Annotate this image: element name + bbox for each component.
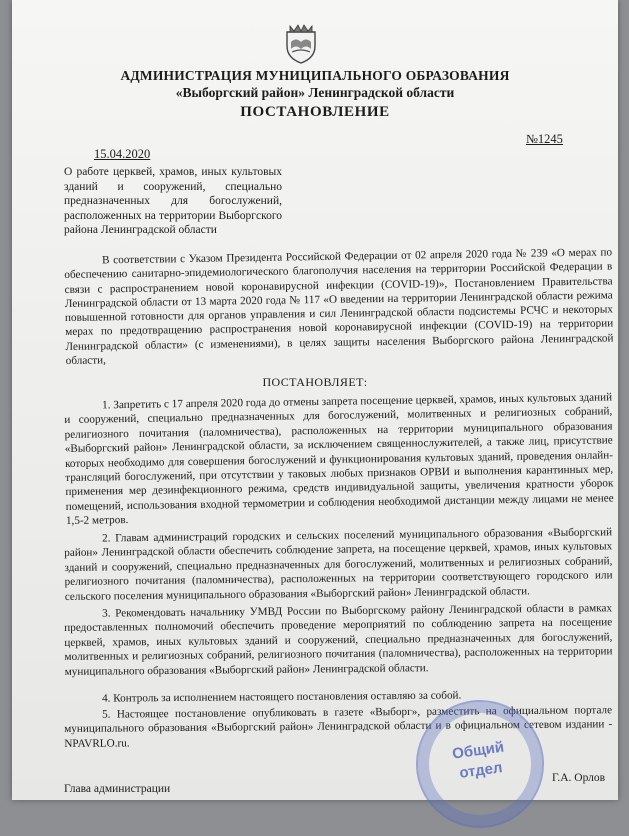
paragraph-5: 5. Настоящее постановление опубликовать в газете «Выборг», разместить на официальном портале муниципального образования «Выборгский район» Ленинградской области и в официальном сетевом издании - NPAVRLO.ru. — [64, 704, 613, 750]
document-number: №1245 — [526, 132, 563, 146]
header-region: «Выборгский район» Ленинградской области — [175, 85, 455, 100]
signature-position: Глава администрации — [64, 783, 171, 795]
decree-word: ПОСТАНОВЛЯЕТ: — [262, 375, 368, 389]
paragraph-2: 2. Главам администраций городских и сельских поселений муниципального образования «Выборгский район» Ленинградской области обеспечить соблюдение запрета, на посещение церквей, храмов, иных культовых зданий и сооружений, специально предназначенных для богослужений, молитвенных и религиозных собраний, религиозного почитания (паломничества), расположенных на территории соответствующего городского или сельского поселения муниципального образования «Выборгский район» Ленинградской области. — [64, 526, 613, 603]
preamble: В соответствии с Указом Президента Российской Федерации от 02 апреля 2020 года № 239 «О мерах по обеспечению санитарно-эпидемиологического благополучия населения на территории Российской Федерации в связи с распространением новой коронавирусной инфекции (COVID-19)», Постановлением Правительства Ленинградской области от 13 марта 2020 года № 117 «О введении на территории Ленинградской области режима повышенной готовности для органов управления и сил Ленинградской области подсистемы РСЧС и некоторых мерах по предотвращению распространения новой коронавирусной инфекции (COVID-19) на территории Ленинградской области» (с изменениями), в целях защиты населения Выборгского района Ленинградской области, — [64, 246, 614, 368]
document-type: ПОСТАНОВЛЕНИЕ — [240, 104, 390, 120]
paragraph-1: 1. Запретить с 17 апреля 2020 года до отмены запрета посещение церквей, храмов, иных культовых зданий и сооружений, специально предназначенных для богослужений, молитвенных и религиозных собраний, религиозного почитания (паломничества), расположенных на территории муниципального образования «Выборгский район» Ленинградской области, за исключением священнослужителей, а также лиц, присутствие которых необходимо для совершения богослужений и функционирования культовых зданий, проведения онлайн-трансляций богослужений, при отсутствии у таковых любых признаков ОРВИ и выполнения карантинных мер, применения мер дезинфекционного режима, средств индивидуальной защиты, увеличения кратности уборок помещений, использования входной термометрии и соблюдения необходимой дистанции между лицами не менее 1,5-2 метров. — [64, 391, 614, 528]
stamp-line-2: отдел — [458, 759, 504, 782]
document-subject: О работе церквей, храмов, иных культовых зданий и сооружений, специально предназначенных для богослужений, расположенных на территории Выборгского района Ленинградской области — [64, 166, 282, 236]
coat-of-arms-icon — [284, 22, 318, 64]
document-page — [12, 0, 618, 800]
header-organization: АДМИНИСТРАЦИЯ МУНИЦИПАЛЬНОГО ОБРАЗОВАНИЯ — [120, 68, 510, 83]
paragraph-4: 4. Контроль за исполнением настоящего постановления оставляю за собой. — [102, 689, 462, 705]
signature-name: Г.А. Орлов — [552, 772, 606, 784]
stamp-line-1: Общий — [451, 738, 506, 763]
paragraph-3: 3. Рекомендовать начальнику УМВД России по Выборгскому району Ленинградской области в рамках предоставленных полномочий обеспечить проведение мероприятий по соблюдению запрета на посещение церквей, храмов, иных культовых зданий и сооружений, специально предназначенных для богослужений, молитвенных и религиозных собраний, религиозного почитания (паломничества), расположенных на территории муниципального образования «Выборгский район» Ленинградской области. — [64, 602, 613, 678]
document-date: 15.04.2020 — [94, 147, 151, 161]
